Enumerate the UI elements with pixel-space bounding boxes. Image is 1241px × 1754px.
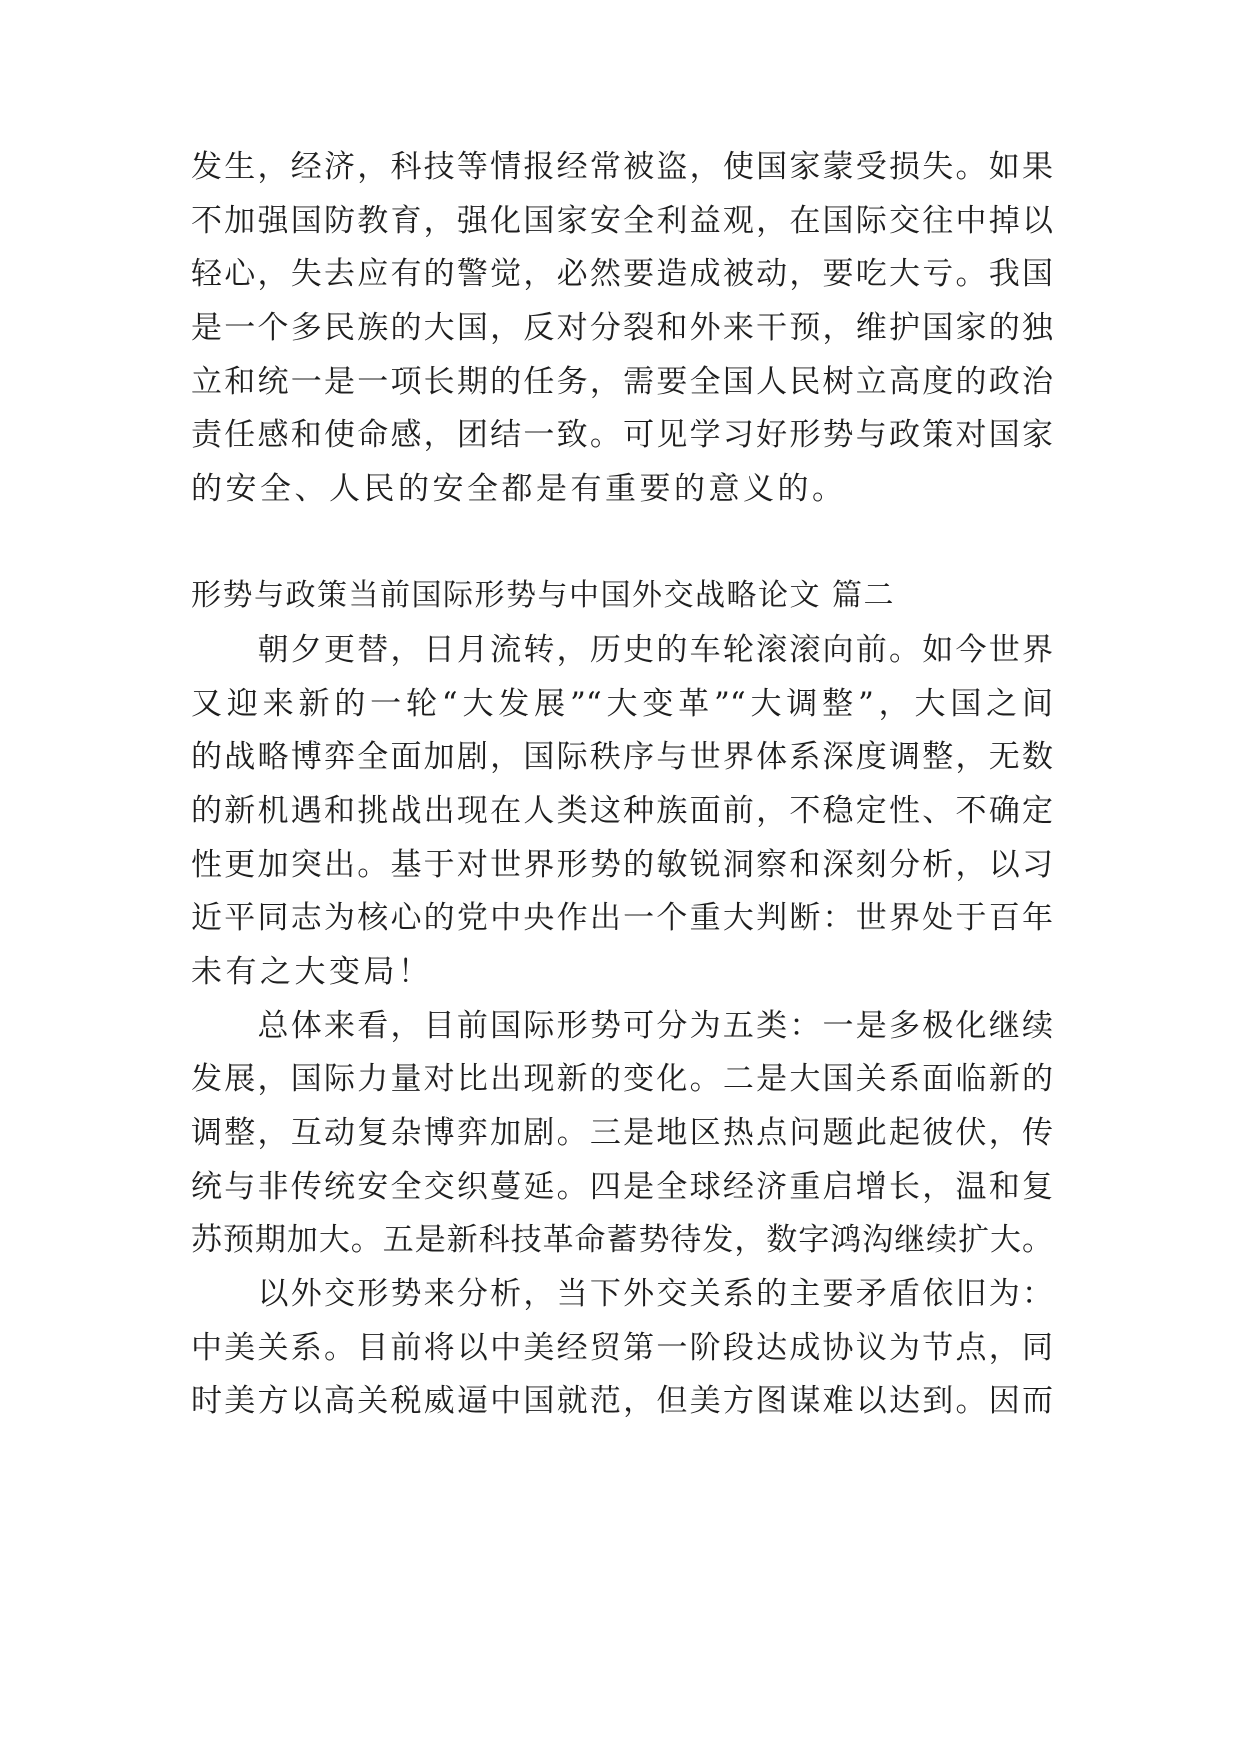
text-line: 近平同志为核心的党中央作出一个重大判断：世界处于百年 (191, 900, 1053, 936)
text-line: 总体来看，目前国际形势可分为五类：一是多极化继续 (191, 1008, 1053, 1044)
text-line: 不加强国防教育，强化国家安全利益观，在国际交往中掉以 (191, 203, 1053, 239)
text-line: 以外交形势来分析，当下外交关系的主要矛盾依旧为： (191, 1276, 1053, 1312)
text-line: 立和统一是一项长期的任务，需要全国人民树立高度的政治 (191, 364, 1053, 400)
text-line: 又迎来新的一轮“大发展”“大变革”“大调整”，大国之间 (191, 686, 1053, 722)
text-line: 未有之大变局！ (191, 954, 433, 990)
text-line: 轻心，失去应有的警觉，必然要造成被动，要吃大亏。我国 (191, 256, 1053, 292)
text-line: 的战略博弈全面加剧，国际秩序与世界体系深度调整，无数 (191, 739, 1053, 775)
text-line: 时美方以高关税威逼中国就范，但美方图谋难以达到。因而 (191, 1383, 1053, 1419)
text-line: 统与非传统安全交织蔓延。四是全球经济重启增长，温和复 (191, 1169, 1053, 1205)
text-line: 苏预期加大。五是新科技革命蓄势待发，数字鸿沟继续扩大。 (191, 1222, 1053, 1258)
text-line: 的新机遇和挑战出现在人类这种族面前，不稳定性、不确定 (191, 793, 1053, 829)
text-line: 是一个多民族的大国，反对分裂和外来干预，维护国家的独 (191, 310, 1053, 346)
text-line: 中美关系。目前将以中美经贸第一阶段达成协议为节点，同 (191, 1330, 1053, 1366)
text-line: 发生，经济，科技等情报经常被盗，使国家蒙受损失。如果 (191, 149, 1053, 185)
text-line: 责任感和使命感，团结一致。可见学习好形势与政策对国家 (191, 417, 1053, 453)
text-line: 朝夕更替，日月流转，历史的车轮滚滚向前。如今世界 (191, 632, 1053, 668)
text-line: 性更加突出。基于对世界形势的敏锐洞察和深刻分析，以习 (191, 847, 1053, 883)
text-line: 调整，互动复杂博弈加剧。三是地区热点问题此起彼伏，传 (191, 1115, 1053, 1151)
text-line: 的安全、人民的安全都是有重要的意义的。 (191, 471, 847, 507)
section-heading: 形势与政策当前国际形势与中国外交战略论文 篇二 (191, 578, 896, 613)
text-line: 发展，国际力量对比出现新的变化。二是大国关系面临新的 (191, 1061, 1053, 1097)
